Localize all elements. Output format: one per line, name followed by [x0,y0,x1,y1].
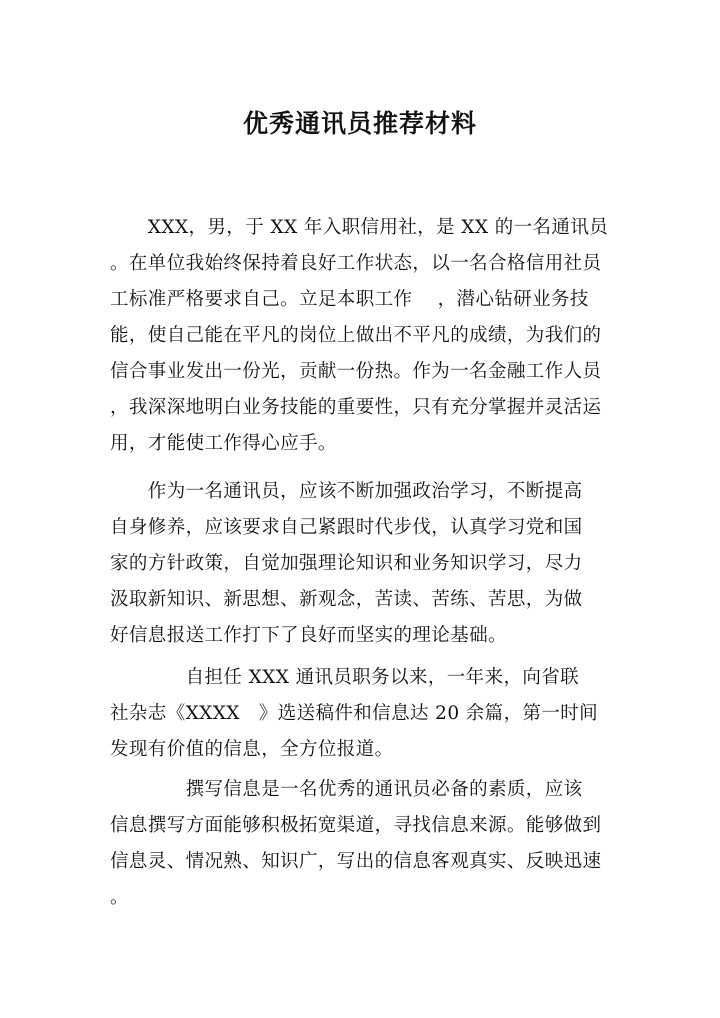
paragraph-3 [110,660,616,768]
paragraph-line: 。 [110,887,129,908]
paragraph-line: 工标准严格要求自己。立足本职工作 ，潜心钻研业务技 [110,289,589,310]
paragraph-line: ，我深深地明白业务技能的重要性，只有充分掌握并灵活运 [110,397,602,418]
paragraph-1 [110,210,616,462]
paragraph-line: 能，使自己能在平凡的岗位上做出不平凡的成绩，为我们的 [110,325,602,346]
paragraph-line: 好信息报送工作打下了良好而坚实的理论基础。 [110,625,507,646]
paragraph-line: 作为一名通讯员，应该不断加强政治学习，不断提高 [110,481,583,502]
paragraph-line: 用，才能使工作得心应手。 [110,433,337,454]
paragraph-line: 家的方针政策，自觉加强理论知识和业务知识学习，尽力 [110,553,583,574]
paragraph-line: 信合事业发出一份光，贡献一份热。作为一名金融工作人员 [110,361,602,382]
paragraph-line: 信息撰写方面能够积极拓宽渠道，寻找信息来源。能够做到 [110,815,602,836]
paragraph-line: 信息灵、情况熟、知识广，写出的信息客观真实、反映迅速 [110,851,602,872]
document-title: 优秀通讯员推荐材料 [242,109,477,138]
paragraph-line: 汲取新知识、新思想、新观念，苦读、苦练、苦思，为做 [110,589,583,610]
paragraph-2 [110,474,616,654]
paragraph-line: 。在单位我始终保持着良好工作状态，以一名合格信用社员 [110,253,602,274]
paragraph-4 [110,772,616,916]
paragraph-line: 自担任 XXX 通讯员职务以来，一年来，向省联 [110,667,580,688]
paragraph-line: 撰写信息是一名优秀的通讯员必备的素质，应该 [110,779,583,800]
paragraph-line: 自身修养，应该要求自己紧跟时代步伐，认真学习党和国 [110,517,583,538]
paragraph-line: 发现有价值的信息，全方位报道。 [110,739,394,760]
paragraph-line: 社杂志《XXXX 》选送稿件和信息达 20 余篇，第一时间 [110,703,599,724]
paragraph-line: XXX，男，于 XX 年入职信用社，是 XX 的一名通讯员 [110,217,609,238]
